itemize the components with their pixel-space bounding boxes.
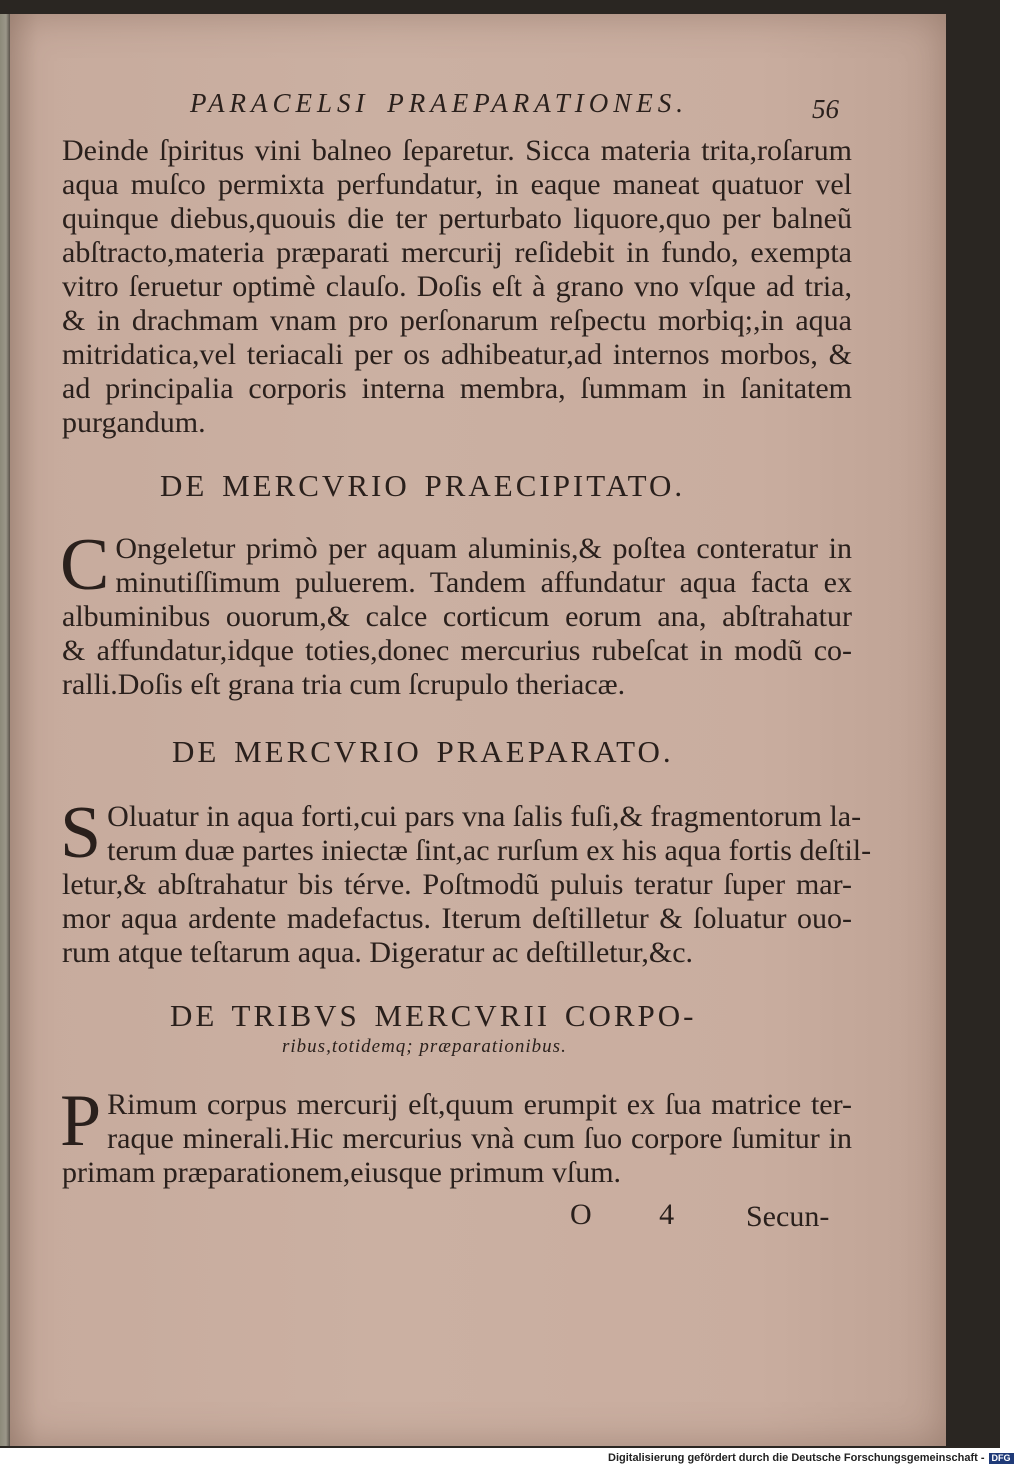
text-line: terum duæ partes iniectæ ſint,ac rurſum ex his aqua fortis deſtil-	[107, 834, 872, 867]
text-line: albuminibus ouorum,& calce corticum eorum ana, abſtrahatur	[62, 600, 852, 633]
section-heading-precipitato: DE MERCVRIO PRAECIPITATO.	[160, 468, 686, 503]
text-line: raque minerali.Hic mercurius vnà cum ſuo corpore ſumitur in	[107, 1122, 852, 1155]
text-line: mitridatica,vel teriacali per os adhibeatur,ad internos morbos, &	[62, 338, 852, 371]
text-line: quinque diebus,quouis die ter perturbato liquore,quo per balneũ	[62, 202, 852, 235]
section-heading-praeparato: DE MERCVRIO PRAEPARATO.	[172, 734, 674, 769]
text-line: Rimum corpus mercurij eſt,quum erumpit ex ſua matrice ter-	[107, 1088, 852, 1121]
text-line: ralli.Doſis eſt grana tria cum ſcrupulo theriacæ.	[62, 668, 626, 701]
text-line: primam præparationem,eiusque primum vſum.	[62, 1156, 622, 1189]
text-line: & affundatur,idque toties,donec mercurius rubeſcat in modũ co-	[62, 634, 852, 667]
paragraph-2	[60, 524, 852, 702]
text-line: aqua muſco permixta perfundatur, in eaque maneat quatuor vel	[62, 168, 852, 201]
paragraph-1	[62, 134, 852, 440]
text-line: Oluatur in aqua forti,cui pars vna ſalis fuſi,& fragmentorum la-	[107, 800, 862, 833]
credit-text: Digitalisierung gefördert durch die Deutsche Forschungsgemeinschaft -	[608, 1452, 985, 1464]
drop-cap-initial: S	[60, 792, 102, 874]
text-line: abſtracto,materia præparati mercurij reſidebit in fundo, exempta	[62, 236, 852, 269]
page-number: 56	[812, 94, 839, 124]
text-line: rum atque teſtarum aqua. Digeratur ac deſtilletur,&c.	[62, 936, 694, 969]
text-line: letur,& abſtrahatur bis térve. Poſtmodũ puluis teratur ſuper mar-	[62, 868, 852, 901]
drop-cap-initial: C	[60, 524, 110, 606]
paragraph-3	[60, 792, 872, 970]
text-line: minutiſſimum puluerem. Tandem affundatur aqua facta ex	[115, 566, 852, 599]
text-line: Ongeletur primò per aquam aluminis,& poſtea conteratur in	[115, 532, 852, 565]
catchword: Secun-	[746, 1200, 830, 1233]
drop-cap-initial: P	[60, 1080, 102, 1162]
dfg-logo-icon: DFG	[989, 1453, 1014, 1464]
text-line: purgandum.	[62, 406, 206, 439]
text-line: mor aqua ardente madefactus. Iterum deſtilletur & ſoluatur ouo-	[62, 902, 852, 935]
text-line: Deinde ſpiritus vini balneo ſeparetur. Sicca materia trita,roſarum	[62, 134, 852, 167]
text-line: & in drachmam vnam pro perſonarum reſpectu morbiq;,in aqua	[62, 304, 852, 337]
running-head: PARACELSI PRAEPARATIONES.	[190, 88, 688, 118]
digitization-credit	[608, 1452, 1014, 1464]
signature-mark: O 4	[570, 1198, 705, 1231]
book-spine-edge	[0, 14, 10, 1446]
text-line: ad principalia corporis interna membra, ſummam in ſanitatem	[62, 372, 852, 405]
section-heading-tribus: DE TRIBVS MERCVRII CORPO-	[170, 998, 697, 1033]
section-heading-continuation: ribus,totidemq; præparationibus.	[282, 1036, 567, 1057]
paragraph-4	[60, 1080, 852, 1190]
text-line: vitro ſeruetur optimè clauſo. Doſis eſt à grano vno vſque ad tria,	[62, 270, 852, 303]
